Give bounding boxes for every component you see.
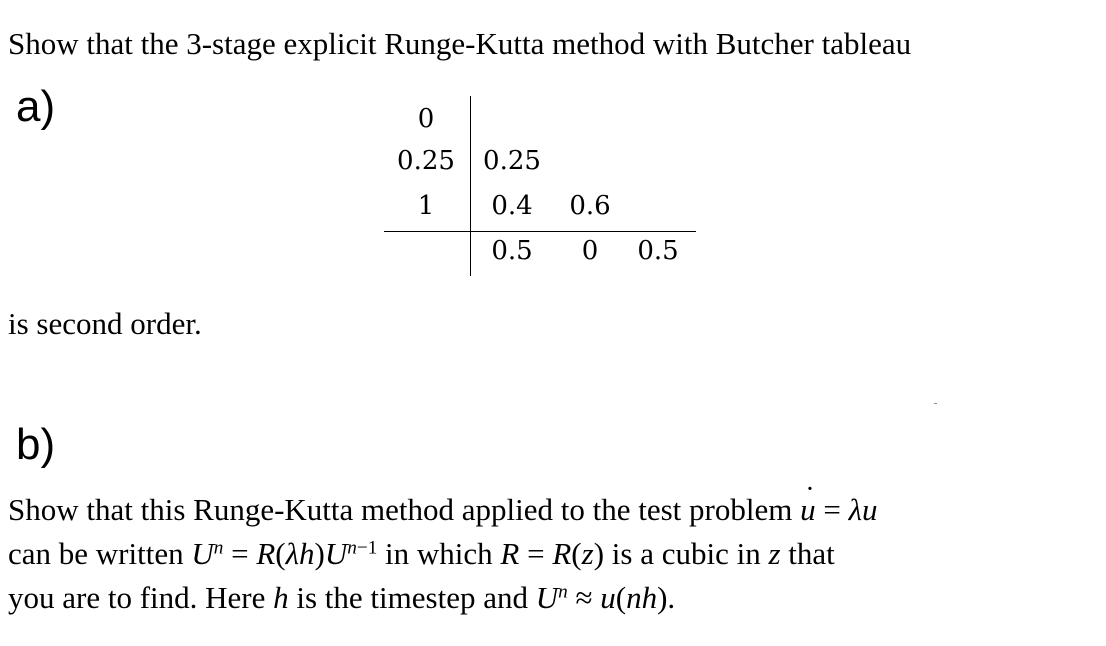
part-b-line-1 [8,492,878,528]
butcher-tableau [384,96,696,276]
test-problem-equation: ˙ u = λu [800,492,877,527]
tableau-b-0: 0.5 [491,236,533,266]
part-b-line2-prefix: can be written [8,536,192,571]
approximation-formula: $U^n \approx u(nh)$ [535,580,668,615]
part-b-line-2 [8,536,835,572]
variable-h: h [273,580,289,615]
part-b-line1-prefix: Show that this Runge-Kutta method applied to the test problem [8,492,801,527]
tableau-a-2-0: 0.4 [491,191,533,221]
tableau-b-2: 0.5 [637,236,679,266]
part-b-line2-suffix: that [780,536,835,571]
tableau-c-1: 0.25 [397,146,455,176]
tableau-c-2: 1 [417,191,435,221]
part-b-line3-suffix: . [667,580,676,615]
part-b-line3-mid: is the timestep and [288,580,536,615]
part-a-conclusion: is second order. [8,306,202,341]
tableau-vertical-rule [470,96,471,276]
stability-function: R = R(z) [500,536,605,571]
tableau-a-2-1: 0.6 [569,191,611,221]
part-b-line3-prefix: you are to find. Here [8,580,274,615]
part-b-line2-mid2: is a cubic in [604,536,769,571]
stray-mark [934,403,937,404]
tableau-c-0: 0 [417,104,435,134]
update-formula: $U^n = R(\lambda h)U^{n-1}$ [191,536,378,571]
tableau-horizontal-rule [384,231,696,232]
variable-z: z [768,536,781,571]
tableau-a-1-0: 0.25 [483,146,541,176]
part-b-label: b) [16,420,56,469]
part-b-line2-mid: in which [377,536,501,571]
tableau-b-1: 0 [581,236,599,266]
intro-text: Show that the 3-stage explicit Runge-Kutta method with Butcher tableau [8,26,912,61]
part-b-line-3 [8,580,675,616]
part-a-label: a) [16,82,56,131]
